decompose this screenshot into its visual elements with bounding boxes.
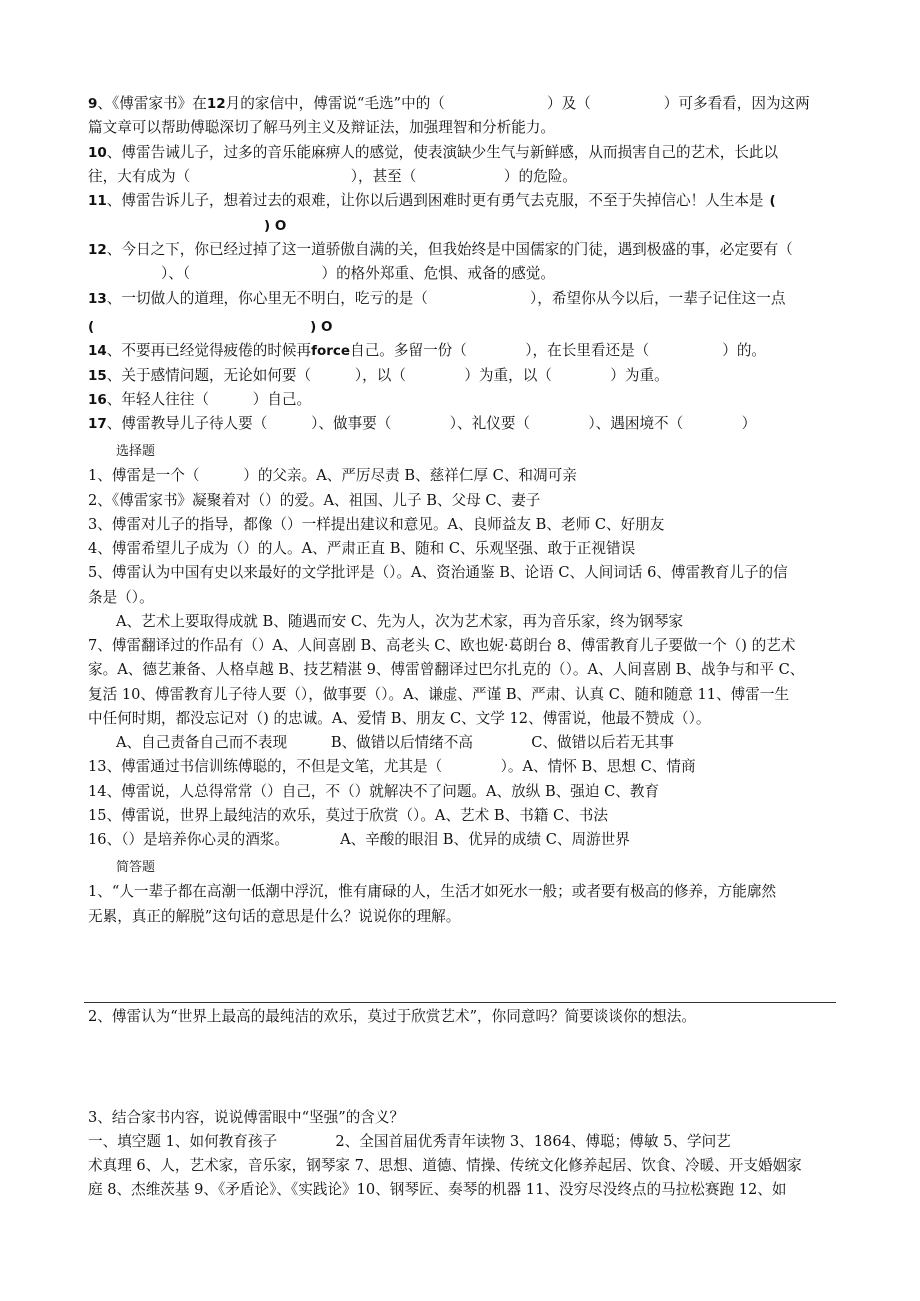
- question-17: 17、傅雷教导儿子待人要（ ）、做事要（ ）、礼仪要（ ）、遇困境不（ ）: [88, 415, 757, 432]
- question-11-line-2: ) O: [264, 218, 287, 234]
- short-answer-2: 2、傅雷认为“世界上最高的最纯洁的欢乐，莫过于欣赏艺术”，你同意吗？简要谈谈你的想法。: [88, 1008, 696, 1025]
- answer-rule-line: [84, 1002, 836, 1003]
- question-10-line-2: 往，大有成为（ ），甚至（ ）的危险。: [88, 168, 577, 185]
- question-15: 15、关于感情问题，无论如何要（ ），以（ ）为重，以（ ）为重。: [88, 367, 669, 384]
- short-answer-3: 3、结合家书内容，说说傅雷眼中“坚强”的含义？: [88, 1109, 405, 1126]
- choice-line: 中任何时期，都没忘记对（) 的忠诚。A、爱情 B、朋友 C、文学 12、傅雷说，他最不赞成（）。: [88, 710, 711, 727]
- question-9-line-1: 9、《傅雷家书》在12月的家信中，傅雷说“毛选”中的（ ）及（ ）可多看看，因为这两: [88, 95, 810, 112]
- choice-line: 1、傅雷是一个（ ）的父亲。A、严厉尽责 B、慈祥仁厚 C、和凋可亲: [88, 467, 577, 484]
- question-13-line-1: 13、一切做人的道理，你心里无不明白，吃亏的是（ ），希望你从今以后，一辈子记住这一点: [88, 290, 786, 307]
- choice-line: 16、（）是培养你心灵的酒浆。 A、辛酸的眼泪 B、优异的成绩 C、周游世界: [88, 831, 630, 848]
- choice-line: 15、傅雷说，世界上最纯洁的欢乐，莫过于欣赏（）。A、艺术 B、书籍 C、书法: [88, 807, 608, 824]
- choice-line: 5、傅雷认为中国有史以来最好的文学批评是（）。A、资治通鉴 B、论语 C、人间词话 6、傅雷教育儿子的信: [88, 564, 788, 581]
- choice-options-line: A、自己责备自己而不表现 B、做错以后情绪不高 C、做错以后若无其事: [116, 734, 674, 751]
- choice-line: 复活 10、傅雷教育儿子待人要（），做事要（）。A、谦虚、严谨 B、严肃、认真 C、随和随意 11、傅雷一生: [88, 686, 790, 703]
- question-12-line-2: ）、（ ）的格外郑重、危惧、戒备的感觉。: [88, 265, 555, 282]
- question-12-line-1: 12、今日之下，你已经过掉了这一道骄傲自满的关，但我始终是中国儒家的门徒，遇到极盛的事，必定要有（: [88, 241, 793, 258]
- choice-line: 13、傅雷通过书信训练傅聪的，不但是文笔，尤其是（ ）。A、情怀 B、思想 C、情商: [88, 758, 696, 775]
- choice-line: 家。A、德艺兼备、人格卓越 B、技艺精湛 9、傅雷曾翻译过巴尔扎克的（）。A、人间喜剧 B、战争与和平 C、: [88, 661, 805, 678]
- document-page: [88, 0, 838, 1301]
- choice-line: 7、傅雷翻译过的作品有（）A、人间喜剧 B、高老头 C、欧也妮·葛朗台 8、傅雷教育儿子要做一个（) 的艺术: [88, 637, 796, 654]
- choice-line: 条是（）。: [88, 589, 154, 606]
- question-16: 16、年轻人往往（ ）自己。: [88, 391, 312, 408]
- short-answer-heading: 简答题: [116, 860, 156, 875]
- answer-line: 一、填空题 1、如何教育孩子 2、全国首届优秀青年读物 3、1864、傅聪；傅敏 5、学问艺: [88, 1133, 731, 1150]
- question-10-line-1: 10、傅雷告诫儿子，过多的音乐能麻痹人的感觉，使表演缺少生气与新鲜感，从而损害自己的艺术，长此以: [88, 144, 779, 161]
- short-answer-1-line-1: 1、“人一辈子都在高潮一低潮中浮沉，惟有庸碌的人，生活才如死水一般；或者要有极高的修养，方能廓然: [88, 883, 777, 900]
- answer-line: 术真理 6、人，艺术家，音乐家，钢琴家 7、思想、道德、情操、传统文化修养起居、饮食、冷暖、开支婚姻家: [88, 1157, 802, 1174]
- choice-heading: 选择题: [116, 444, 156, 459]
- choice-line: 3、傅雷对儿子的指导，都像（）一样提出建议和意见。A、良师益友 B、老师 C、好朋友: [88, 516, 665, 533]
- choice-line: 2、《傅雷家书》凝聚着对（）的爱。A、祖国、儿子 B、父母 C、妻子: [88, 492, 541, 509]
- choice-options-line: A、艺术上要取得成就 B、随遇而安 C、先为人，次为艺术家，再为音乐家，终为钢琴家: [116, 613, 684, 630]
- short-answer-1-line-2: 无累，真正的解脱”这句话的意思是什么？说说你的理解。: [88, 908, 461, 925]
- question-9-line-2: 篇文章可以帮助傅聪深切了解马列主义及辩证法，加强理智和分析能力。: [88, 119, 556, 136]
- question-13-line-2: ( ) O: [88, 319, 333, 335]
- answer-line: 庭 8、杰维茨基 9、《矛盾论》、《实践论》10、钢琴匠、奏琴的机器 11、没穷尽没终点的马拉松赛跑 12、如: [88, 1181, 787, 1198]
- question-11-line-1: 11、傅雷告诉儿子，想着过去的艰难，让你以后遇到困难时更有勇气去克服，不至于失掉信心！人生本是 (: [88, 192, 776, 209]
- choice-line: 14、傅雷说，人总得常常（）自己，不（）就解决不了问题。A、放纵 B、强迫 C、教育: [88, 783, 660, 800]
- question-14: 14、不要再已经觉得疲倦的时候再force自己。多留一份（ ），在长里看还是（ ）的。: [88, 342, 767, 359]
- choice-line: 4、傅雷希望儿子成为（）的人。A、严肃正直 B、随和 C、乐观坚强、敢于正视错误: [88, 540, 636, 557]
